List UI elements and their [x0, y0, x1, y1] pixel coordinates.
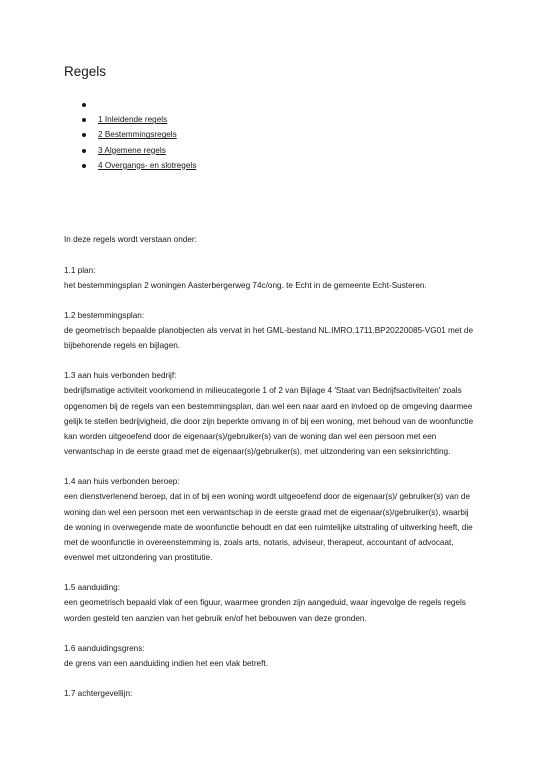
definition-text-line: worden gesteld ten aanzien van het gebruik en/of het bebouwen van deze gronden. — [64, 613, 367, 623]
definition-term: 1.2 bestemmingsplan: — [64, 310, 145, 320]
definition-text-line: de geometrisch bepaalde planobjecten als vervat in het GML-bestand NL.IMRO.1711.BP20220085-VG01 met de — [64, 326, 474, 335]
definition-text-line: bedrijfsmatige activiteit voorkomend in milieucategorie 1 of 2 van Bijlage 4 'Staat van Bedrijfsactiviteiten' zoals — [64, 386, 462, 396]
definition-term: 1.5 aanduiding: — [64, 583, 120, 593]
definition-text-line: woning dan wel een persoon met een verwantschap in de eerste graad met de eigenaar(s)/gebruiker(s), waarbij — [64, 507, 469, 517]
definition-term: 1.3 aan huis verbonden bedrijf: — [64, 371, 177, 381]
definition-term: 1.1 plan: — [64, 265, 96, 275]
toc-link-algemene-regels[interactable]: 3 Algemene regels — [98, 145, 166, 155]
definition-text-line: bijbehorende regels en bijlagen. — [64, 341, 181, 351]
definition-term: 1.7 achtergevellijn: — [64, 688, 133, 698]
definition-item — [64, 368, 494, 459]
definition-text-line: de woning in overwegende mate de woonfunctie behoudt en dat een ruimtelijke uitstraling of uitwerking heeft, die — [64, 522, 473, 532]
definition-term: 1.4 aan huis verbonden beroep: — [64, 477, 180, 487]
toc-item — [64, 143, 196, 158]
definition-text-line: met de woonfunctie in overeenstemming is, zoals arts, notaris, adviseur, therapeut, accountant of advocaat, — [64, 538, 454, 548]
definition-text-line: gelijk te stellen bedrijvigheid, die door zijn beperkte omvang in of bij een woning, met behoud van de woonfunctie — [64, 416, 474, 426]
definition-text-line: een dienstverlenend beroep, dat in of bij een woning wordt uitgeoefend door de eigenaar(s)/ gebruiker(s) van de — [64, 492, 471, 502]
table-of-contents — [64, 97, 196, 173]
bullet-icon — [82, 164, 86, 168]
definition-text-line: het bestemmingsplan 2 woningen Aasterbergerweg 74c/ong. te Echt in de gemeente Echt-Susteren. — [64, 280, 427, 290]
definition-text-line: de grens van een aanduiding indien het een vlak betreft. — [64, 658, 268, 668]
toc-link-bestemmingsregels[interactable]: 2 Bestemmingsregels — [98, 130, 177, 140]
definition-item — [64, 686, 494, 701]
toc-item — [64, 112, 196, 127]
definition-text-line: een geometrisch bepaald vlak of een figuur, waarmee gronden zijn aangeduid, waar ingevolge de regels regels — [64, 598, 466, 608]
toc-link-inleidende-regels[interactable]: 1 Inleidende regels — [98, 115, 168, 125]
definition-item — [64, 474, 494, 565]
definition-text-line: kan worden uitgeoefend door de eigenaar(s)/gebruiker(s) van de woning dan wel een persoon met een — [64, 432, 437, 442]
toc-item — [64, 158, 196, 173]
intro-text: In deze regels wordt verstaan onder: — [64, 235, 197, 244]
definition-term: 1.6 aanduidingsgrens: — [64, 643, 145, 653]
definition-text-line: verwantschap in de eerste graad met de eigenaar(s)/gebruiker(s), met uitzondering van een seksinrichting. — [64, 447, 451, 457]
definition-item — [64, 580, 494, 626]
toc-link-overgangs-slotregels[interactable]: 4 Overgangs- en slotregels — [98, 160, 197, 170]
definition-item — [64, 263, 494, 293]
bullet-icon — [82, 118, 86, 122]
page-title: Regels — [64, 64, 107, 79]
definitions-list — [64, 263, 494, 701]
definitions-section — [64, 232, 494, 716]
bullet-icon — [82, 133, 86, 137]
definition-item — [64, 641, 494, 671]
definition-text-line: opgenomen bij de regels van een bestemmingsplan, dan wel een naar aard en invloed op de omgeving daarmee — [64, 401, 473, 411]
definition-text-line: evenwel met uitzondering van prostitutie. — [64, 553, 213, 563]
bullet-icon — [82, 103, 86, 107]
toc-item — [64, 127, 196, 142]
toc-item-empty — [64, 97, 196, 112]
definition-item — [64, 308, 494, 354]
bullet-icon — [82, 149, 86, 153]
